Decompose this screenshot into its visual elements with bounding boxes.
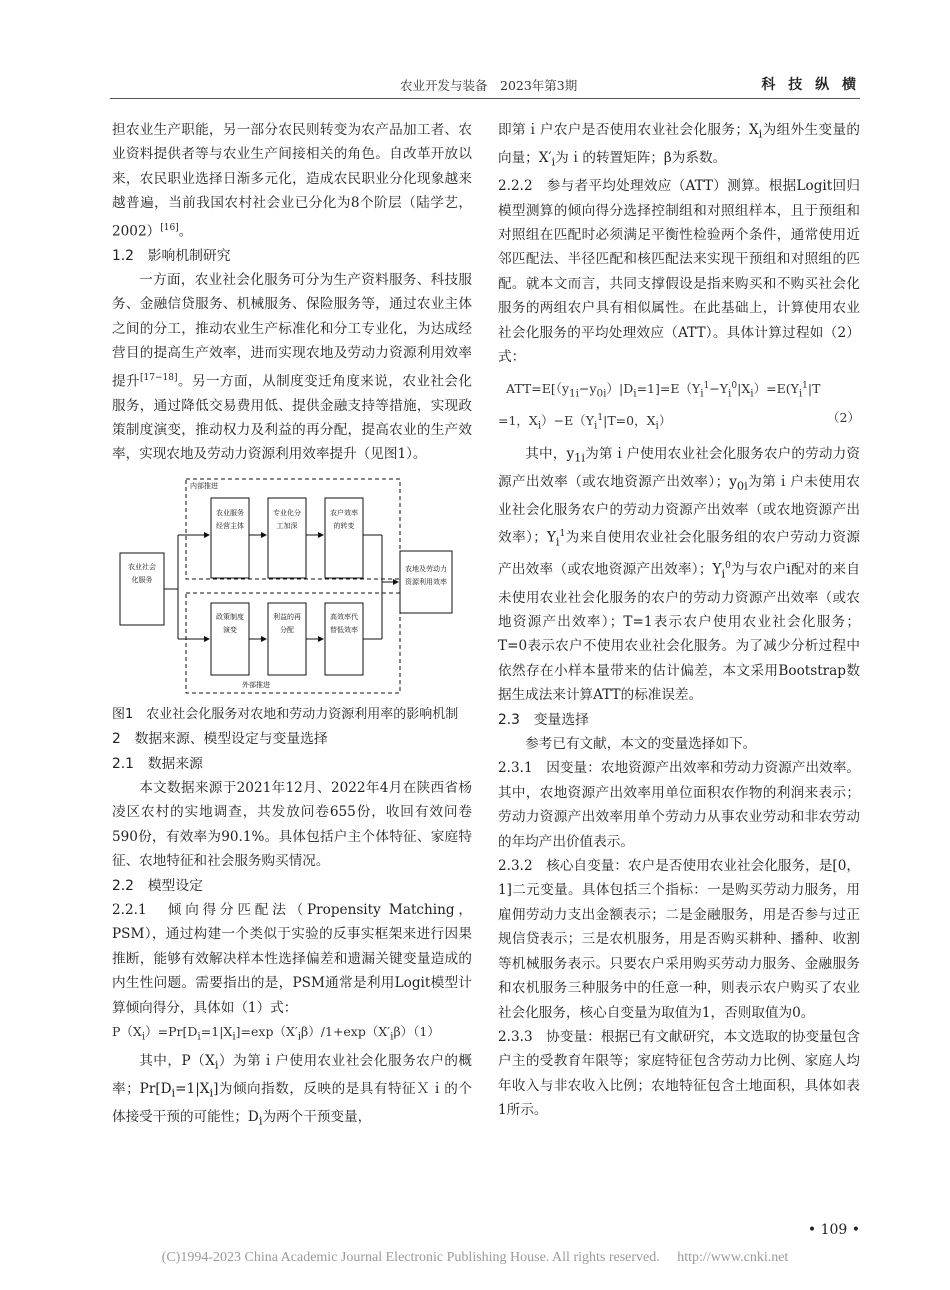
figure-caption: 图1 农业社会化服务对农地和劳动力资源利用率的影响机制 — [112, 706, 459, 722]
section-heading: 2.2 模型设定 — [112, 877, 203, 894]
bottom-label-3: 高效率代替低效率 — [330, 612, 358, 634]
paragraph: 其中，$y_{1i}$为第ｉ户使用农业社会化服务农户的劳动力资源产出效率（或农地资源产出效率）；$y_{0i}$为第ｉ户未使用农业社会化服务农户的劳动力资源产出效率（或农地资源产出效率）；$Y_i^1$为来自使用农业社会化服务组的农户劳动力资源产出效率（或农地资源产出效率）；$Y_i^0$为与农户i配对的来自未使用农业社会化服务的农户的劳动力资源产出效率（或农地资源产出效率）；T=1表示农户使用农业社会化服务；T=0表示农户不使用农业社会化服务。为了减少分析过程中依然存在小样本量带来的估计偏差，本文采用Bootstrap数据生成法来计算ATT的标准误差。 — [498, 445, 860, 704]
section-heading: 2 数据来源、模型设定与变量选择 — [112, 731, 328, 748]
start-label: 农业社会化服务 — [128, 562, 156, 584]
header-divider — [110, 98, 860, 99]
right-column — [498, 118, 860, 1123]
equation-2: $ATT=E[(y_{1i}-y_{0i})|D_i=1]=E(Y_i^1-Y_i^0|X_i)=E(Y_i^1|T$ — [506, 380, 821, 400]
paragraph: 本文数据来源于2021年12月、2022年4月在陕西省杨凌区农村的实地调查，共发放问卷655份，收回有效问卷590份，有效率为90.1%。具体包括户主个体特征、家庭特征、农地特征和社会服务购买情况。 — [112, 779, 472, 870]
top-label-2: 专业化分工加深 — [273, 508, 301, 530]
paragraph: 2.2.1 倾向得分匹配法（Propensity Matching，PSM），通过构建一个类似于实验的反事实框架来进行因果推断，能够有效解决样本性选择偏差和遗漏关键变量造成的内生性问题。需要指出的是，PSM通常是利用Logit模型计算倾向得分，具体如（1）式： — [112, 902, 472, 1016]
paragraph: 一方面，农业社会化服务可分为生产资料服务、科技服务、金融信贷服务、机械服务、保险服务等，通过农业主体之间的分工，推动农业生产标准化和分工专业化，为达成经营目的提高生产效率，进而实现农地及劳动力资源利用效率提升[17−18]。另一方面，从制度变迁角度来说，农业社会化服务，通过降低交易费用低、提供金融支持等措施，实现政策制度演变，推动权力及利益的再分配，提高农业的生产效率，实现农地及劳动力资源利用效率提升（见图1）。 — [112, 271, 472, 463]
section-heading: 2.3 变量选择 — [498, 711, 589, 728]
inner-label: 内部推进 — [190, 481, 218, 490]
page-number: • 109 • — [807, 1222, 860, 1238]
paragraph: 2.3.2 核心自变量：农户是否使用农业社会化服务，是[0，1]二元变量。具体包括三个指标：一是购买劳动力服务，用雇佣劳动力支出金额表示；二是金融服务，用是否参与过正规信贷表示；三是农机服务，用是否购买耕种、播种、收割等机械服务表示。只要农户采用购买劳动力服务、金融服务和农机服务三种服务中的任意一种，则表示农户购买了农业社会化服务，核心自变量为取值为1，否则取值为0。 — [498, 858, 860, 1021]
left-column — [112, 118, 472, 1133]
paragraph: 2.2.2 参与者平均处理效应（ATT）测算。根据Logit回归模型测算的倾向得分选择控制组和对照组样本，且于预组和对照组在匹配时必须满足平衡性检验两个条件，通常使用近邻匹配法、半径匹配和核匹配法来实现干预组和对照组的匹配。就本文而言，共同支撑假设是指来购买和不购买社会化服务的两组农户具有相似属性。在此基础上，计算使用农业社会化服务的平均处理效应（ATT）。具体计算过程如（2）式： — [498, 178, 860, 366]
top-label-1: 农业服务经营主体 — [216, 508, 244, 530]
paragraph: 参考已有文献，本文的变量选择如下。 — [525, 736, 757, 753]
bottom-label-2: 利益的再分配 — [273, 612, 301, 634]
paragraph: 2.3.1 因变量：农地资源产出效率和劳动力资源产出效率。其中，农地资源产出效率用单位面积农作物的利润来表示；劳动力资源产出效率用单个劳动力从事农业劳动和非农劳动的年均产出价值表示。 — [498, 760, 860, 850]
figure-1 — [112, 475, 472, 697]
top-label-3: 农户效率的转变 — [330, 508, 358, 530]
copyright-footer: (C)1994-2023 China Academic Journal Electronic Publishing House. All rights reserved. http://www.cnki.net — [161, 1250, 789, 1265]
section-heading: 1.2 影响机制研究 — [112, 247, 231, 264]
journal-info: 农业开发与装备 2023年第3期 — [400, 78, 578, 93]
column-title: 科 技 纵 横 — [761, 77, 860, 93]
paragraph: 其中，$P(X_i)$为第ｉ户使用农业社会化服务农户的概率；$Pr[D_i=1|X_i]$为倾向指数，反映的是具有特征Ｘｉ的个体接受干预的可能性；$D_i$为两个干预变量， — [112, 1052, 472, 1128]
paragraph: 担农业生产职能，另一部分农民则转变为农产品加工者、农业资料提供者等与农业生产间接相关的角色。自改革开放以来，农民职业选择日渐多元化，造成农民职业分化现象越来越普遍，当前我国农村社会业已分化为8个阶层（陆学艺，2002）[16]。 — [112, 122, 472, 240]
paragraph: 2.3.3 协变量：根据已有文献研究，本文选取的协变量包含户主的受教育年限等；家庭特征包含劳动力比例、家庭人均年收入与非农收入比例；农地特征包含土地面积，具体如表1所示。 — [498, 1028, 860, 1119]
equation-1: $P(X_i)=Pr[D_i=1|X_i]=\exp(X'_i\beta)/1+\exp(X'_i\beta)(1)$ — [112, 1024, 440, 1043]
end-label: 农地及劳动力资源利用效率 — [405, 564, 447, 586]
section-heading: 2.1 数据来源 — [112, 755, 203, 772]
paragraph: 即第ｉ户农户是否使用农业社会化服务；$X_i$为组外生变量的向量；$X'_i$为ｉ的转置矩阵；β为系数。 — [498, 122, 861, 169]
outer-label: 外部推进 — [242, 680, 270, 689]
equation-2-line-2: =1，$X_i)-E(Y_i^1|T=0$，$X_i$） （2） — [498, 406, 860, 438]
equation-number: （2） — [827, 409, 860, 425]
page-header — [110, 74, 860, 96]
bottom-label-1: 政策制度演变 — [216, 612, 244, 634]
